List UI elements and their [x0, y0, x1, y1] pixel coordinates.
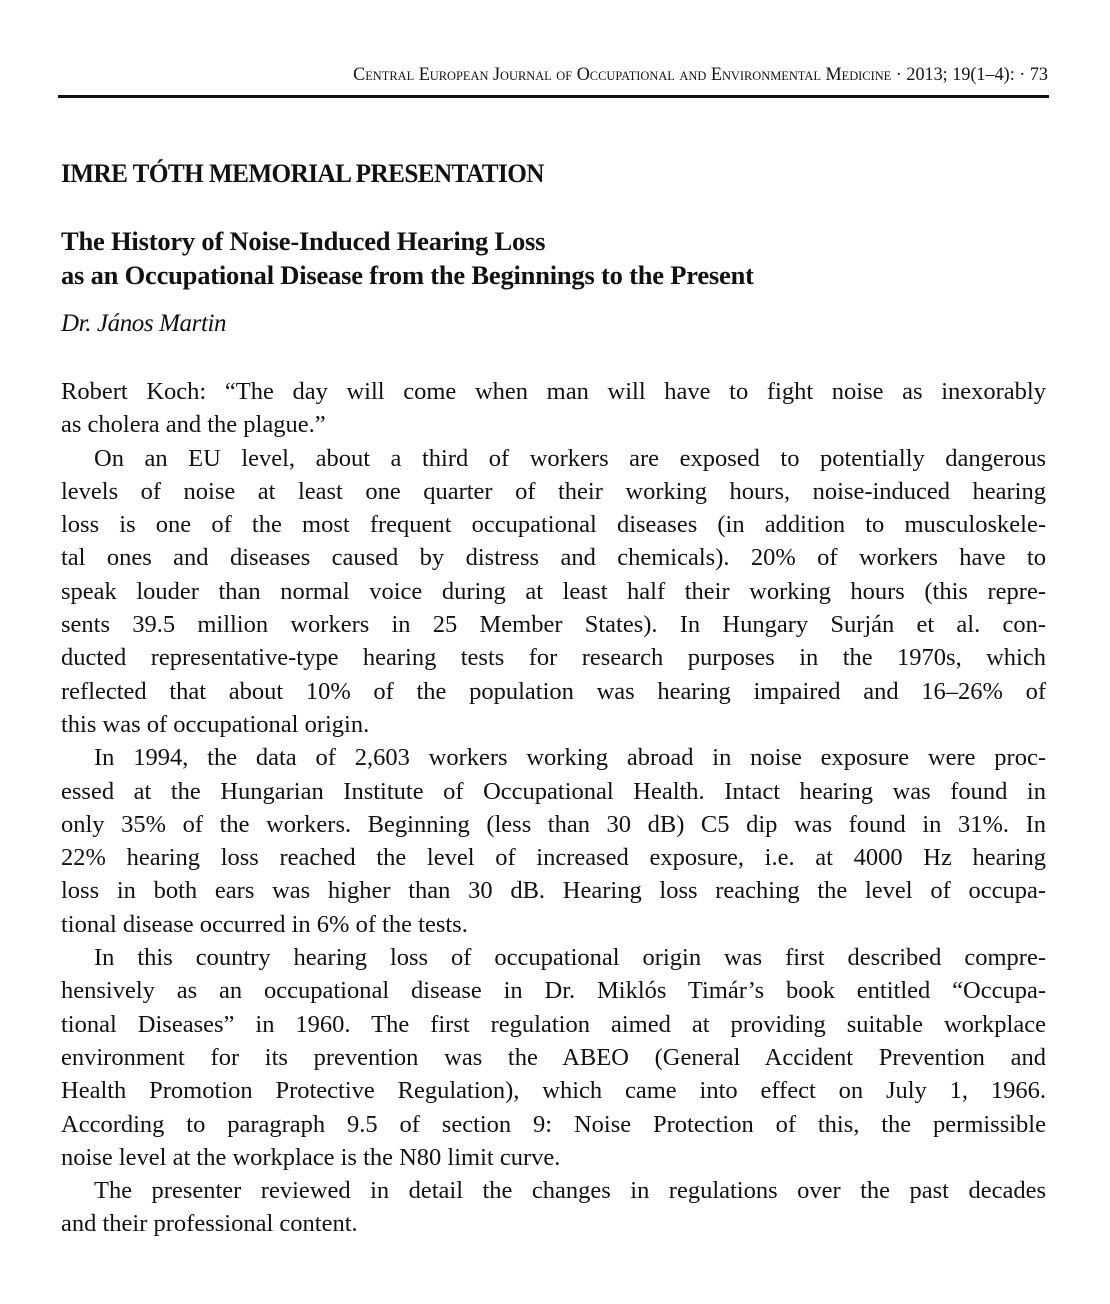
- paragraph-line: only 35% of the workers. Beginning (less than 30 dB) C5 dip was found in 31%. In: [61, 810, 1046, 838]
- paragraph-line: Robert Koch: “The day will come when man will have to fight noise as inexorably: [61, 378, 1046, 405]
- paragraph-line: tional Diseases” in 1960. The first regulation aimed at providing suitable workplace: [61, 1010, 1046, 1038]
- paragraph-line: The presenter reviewed in detail the changes in regulations over the past decades: [94, 1177, 1046, 1205]
- paragraph-line: hensively as an occupational disease in Dr. Miklós Timár’s book entitled “Occupa-: [61, 977, 1046, 1005]
- paragraph-line: speak louder than normal voice during at least half their working hours (this repre-: [61, 577, 1046, 605]
- article-author: Dr. János Martin: [61, 310, 227, 337]
- paragraph-line: levels of noise at least one quarter of their working hours, noise-induced hearing: [61, 477, 1046, 505]
- paragraph-line: reflected that about 10% of the population was hearing impaired and 16–26% of: [61, 677, 1046, 705]
- paragraph-line: environment for its prevention was the ABEO (General Accident Prevention and: [61, 1043, 1046, 1071]
- paragraph-line: In 1994, the data of 2,603 workers working abroad in noise exposure were proc-: [94, 744, 1046, 772]
- body-paragraph: [61, 375, 1046, 442]
- header-divider: [58, 95, 1049, 98]
- journal-running-header: [103, 62, 1048, 88]
- body-paragraph: [61, 741, 1046, 941]
- paragraph-line: 22% hearing loss reached the level of increased exposure, i.e. at 4000 Hz hearing: [61, 844, 1046, 872]
- article-title-line-1: The History of Noise-Induced Hearing Loss: [61, 226, 546, 256]
- body-paragraph: [61, 442, 1046, 742]
- journal-citation: Central European Journal of Occupational and Environmental Medicine · 2013; 19(1–4): · 73: [353, 64, 1048, 85]
- paragraph-line: ducted representative-type hearing tests for research purposes in the 1970s, which: [61, 644, 1046, 672]
- paragraph-line: tional disease occurred in 6% of the tests.: [61, 910, 468, 938]
- paragraph-line: According to paragraph 9.5 of section 9: Noise Protection of this, the permissible: [61, 1110, 1046, 1138]
- paragraph-line: Health Promotion Protective Regulation), which came into effect on July 1, 1966.: [61, 1077, 1046, 1105]
- paragraph-line: noise level at the workplace is the N80 limit curve.: [61, 1143, 561, 1171]
- section-label: IMRE TÓTH MEMORIAL PRESENTATION: [61, 159, 544, 188]
- paragraph-line: essed at the Hungarian Institute of Occupational Health. Intact hearing was found in: [61, 777, 1046, 805]
- paragraph-line: sents 39.5 million workers in 25 Member States). In Hungary Surján et al. con-: [61, 611, 1046, 639]
- paragraph-line: In this country hearing loss of occupational origin was first described compre-: [94, 944, 1046, 972]
- paragraph-line: tal ones and diseases caused by distress and chemicals). 20% of workers have to: [61, 544, 1046, 572]
- article-title: [61, 224, 754, 292]
- body-paragraph: [61, 1174, 1046, 1241]
- article-title-line-2: as an Occupational Disease from the Beginnings to the Present: [61, 260, 754, 290]
- paragraph-line: and their professional content.: [61, 1210, 358, 1238]
- paragraph-line: On an EU level, about a third of workers are exposed to potentially dangerous: [94, 444, 1046, 472]
- body-paragraph: [61, 941, 1046, 1174]
- paragraph-line: as cholera and the plague.”: [61, 411, 326, 439]
- paragraph-line: loss is one of the most frequent occupational diseases (in addition to musculoskele-: [61, 511, 1046, 539]
- paragraph-line: this was of occupational origin.: [61, 710, 370, 738]
- paragraph-line: loss in both ears was higher than 30 dB. Hearing loss reaching the level of occupa-: [61, 877, 1046, 905]
- article-body: [61, 375, 1046, 1241]
